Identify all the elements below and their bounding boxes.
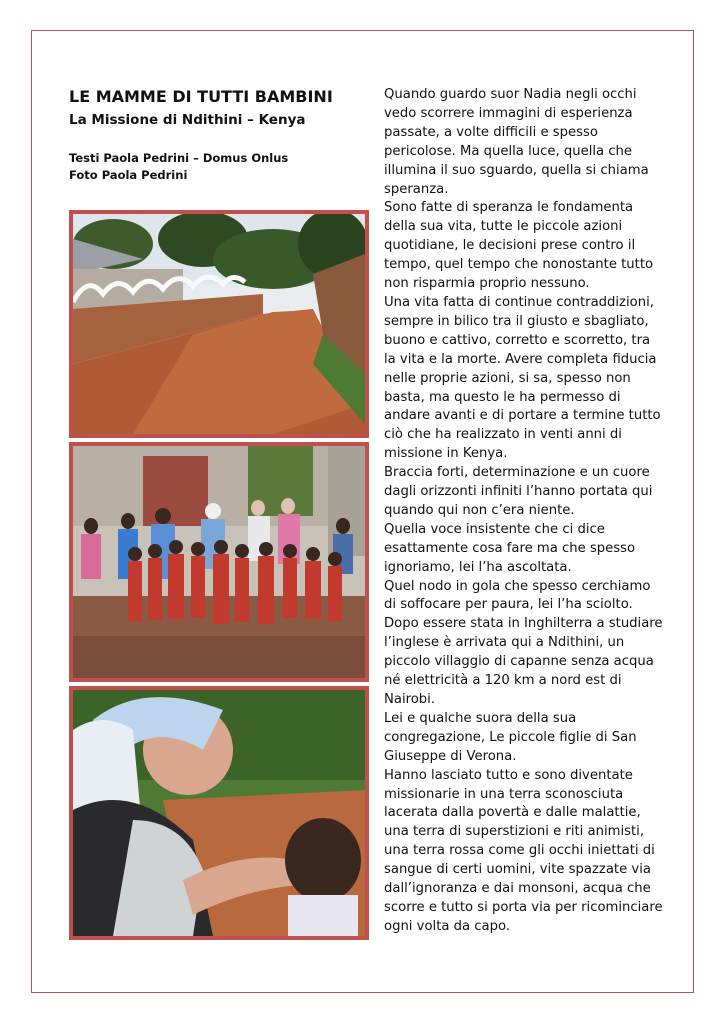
body-paragraph: Sono fatte di speranza le fondamenta della sua vita, tutte le piccole azioni quotidiane, le decisioni prese contro il tempo, quel tempo che nonostante tutto non risparmia proprio nessuno. — [384, 200, 654, 292]
credits — [69, 150, 369, 184]
body-paragraph: Quel nodo in gola che spesso cerchiamo di soffocare per paura, lei l’ha sciolto. — [384, 578, 651, 613]
photo-children-group — [69, 442, 369, 682]
article-body — [384, 86, 664, 937]
credit-photo: Foto Paola Pedrini — [69, 168, 188, 182]
credit-text: Testi Paola Pedrini – Domus Onlus — [69, 151, 289, 165]
body-paragraph: Lei e qualche suora della sua congregazione, Le piccole figlie di San Giuseppe di Verona. — [384, 710, 637, 764]
header-block — [69, 86, 369, 184]
body-paragraph: Hanno lasciato tutto e sono diventate missionarie in una terra sconosciuta lacerata dalla povertà e dalle malattie, una terra di superstizioni e riti animisti, una terra rossa come gli occhi iniettati di sangue di certi uomini, vite spazzate via dall’ignoranza e dai monsoni, acqua che scorre e tutto si porta via per ricominciare ogni volta da capo. — [384, 767, 663, 934]
photo-road — [69, 210, 369, 438]
photo-nun-and-child — [69, 686, 369, 940]
body-paragraph: Quando guardo suor Nadia negli occhi vedo scorrere immagini di esperienza passate, a volte difficili e spesso pericolose. Ma quella luce, quella che illumina il suo sguardo, quella si chiama speranza. — [384, 87, 649, 197]
body-paragraph: Una vita fatta di continue contraddizioni, sempre in bilico tra il giusto e sbagliato, buono e cattivo, corretto e scorretto, tra la vita e la morte. Avere completa fiducia nelle proprie azioni, si sa, spesso non basta, ma questo le ha permesso di andare avanti e di portare a termine tutto ciò che ha realizzato in venti anni di missione in Kenya. — [384, 294, 661, 462]
article-subtitle: La Missione di Ndithini – Kenya — [69, 112, 306, 128]
body-paragraph: Dopo essere stata in Inghilterra a studiare l’inglese è arrivata qui a Ndithini, un piccolo villaggio di capanne senza acqua né elettricità a 120 km a nord est di Nairobi. — [384, 616, 663, 707]
body-paragraph: Quella voce insistente che ci dice esattamente cosa fare ma che spesso ignoriamo, lei l’ha ascoltata. — [384, 521, 636, 575]
body-paragraph: Braccia forti, determinazione e un cuore dagli orizzonti infiniti l’hanno portata qui quando qui non c’era niente. — [384, 465, 653, 518]
article-title: LE MAMME DI TUTTI BAMBINI — [69, 87, 333, 106]
